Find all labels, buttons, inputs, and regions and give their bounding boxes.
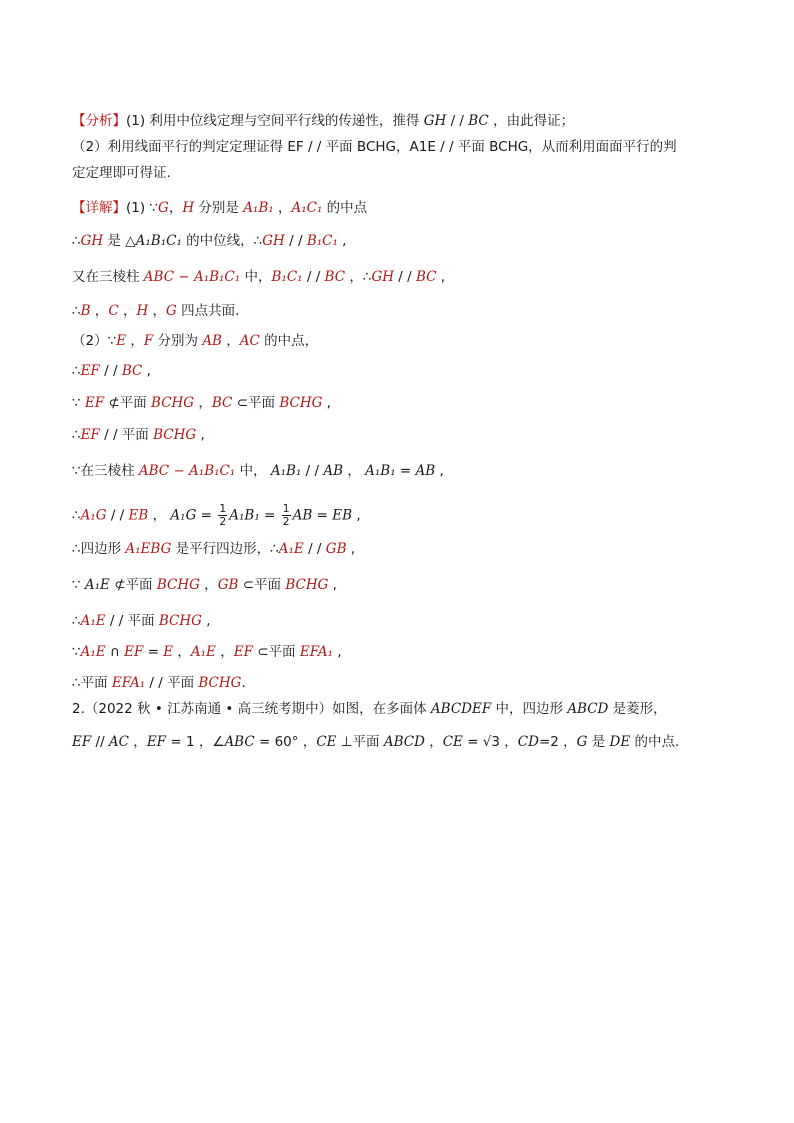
math-term: H bbox=[136, 303, 149, 319]
text-run: / / 平面 bbox=[145, 675, 199, 691]
math-term: CE bbox=[442, 734, 463, 750]
text-line-10 bbox=[72, 394, 331, 412]
math-term: GH bbox=[80, 233, 104, 249]
text-run: ∵ bbox=[72, 644, 81, 660]
text-run: ∴ bbox=[72, 233, 81, 249]
math-term: B₁C₁ bbox=[271, 269, 303, 285]
text-run: , bbox=[201, 613, 211, 629]
math-term: BC bbox=[211, 395, 233, 411]
text-run: / / bbox=[303, 541, 326, 557]
text-run: / / 平面 bbox=[105, 613, 159, 629]
math-term: BC bbox=[121, 363, 143, 379]
text-run: / / bbox=[284, 233, 307, 249]
text-run: 中， bbox=[240, 269, 272, 285]
text-run: ， bbox=[273, 200, 292, 216]
text-run: ， bbox=[343, 463, 366, 479]
math-term: AC bbox=[108, 734, 130, 750]
math-term: EF bbox=[80, 427, 100, 443]
math-term: BCHG bbox=[158, 613, 202, 629]
text-line-5 bbox=[72, 232, 346, 250]
text-run: 的中点 bbox=[322, 200, 368, 216]
math-term: BC bbox=[324, 269, 346, 285]
math-term: BCHG bbox=[156, 577, 200, 593]
text-run: (1) ∵ bbox=[126, 200, 159, 216]
math-term: ABCDEF bbox=[430, 701, 492, 717]
text-run: = 1 ，∠ bbox=[166, 734, 225, 750]
text-run: ， bbox=[221, 333, 240, 349]
section-label: 【详解】 bbox=[72, 200, 126, 216]
text-run: = bbox=[259, 507, 280, 524]
text-line-4 bbox=[72, 199, 367, 217]
text-line-11 bbox=[72, 426, 205, 444]
text-run: ⊥平面 bbox=[336, 734, 384, 750]
math-term: EB bbox=[332, 507, 353, 524]
text-line-20 bbox=[72, 733, 679, 751]
text-run: ∴四边形 bbox=[72, 541, 126, 557]
text-run: , bbox=[333, 644, 342, 660]
text-run: ， bbox=[173, 644, 191, 660]
text-run: ， bbox=[194, 395, 212, 411]
text-run: , bbox=[435, 463, 444, 479]
text-line-16 bbox=[72, 612, 211, 630]
text-line-17 bbox=[72, 643, 342, 661]
math-term: ABC − A₁B₁C₁ bbox=[138, 463, 236, 479]
text-line-19 bbox=[72, 700, 667, 718]
section-label: 【分析】 bbox=[72, 113, 126, 129]
math-term: EFA₁ bbox=[299, 644, 334, 660]
text-run: 中，四边形 bbox=[491, 701, 568, 717]
math-term: GB bbox=[217, 577, 239, 593]
math-term: A₁B₁ bbox=[229, 507, 260, 524]
math-term: EB bbox=[128, 507, 149, 524]
text-run: , bbox=[436, 269, 446, 285]
math-term: A₁E bbox=[80, 613, 106, 629]
math-term: A₁B₁ bbox=[365, 463, 396, 479]
math-term: G bbox=[158, 200, 169, 216]
math-term: EF bbox=[80, 363, 100, 379]
text-run: （2）利用线面平行的判定定理证得 EF / / 平面 BCHG，A1E / / 平面 BCHG，从而利用面面平行的判 bbox=[72, 139, 677, 155]
text-run: ⊂平面 bbox=[252, 644, 300, 660]
text-run: ∴ bbox=[72, 303, 81, 319]
text-line-2 bbox=[72, 138, 677, 156]
text-run: ∴ bbox=[72, 507, 81, 524]
math-term: GH bbox=[423, 113, 447, 129]
math-term: EF bbox=[146, 734, 167, 750]
text-line-9 bbox=[72, 362, 151, 380]
math-term: A₁EBG bbox=[125, 541, 172, 557]
text-line-15 bbox=[72, 576, 337, 594]
math-term: ABCD bbox=[567, 701, 609, 717]
text-run: , bbox=[142, 363, 151, 379]
text-run: = bbox=[312, 507, 333, 524]
text-run: 分别是 bbox=[194, 200, 244, 216]
math-term: BCHG bbox=[279, 395, 323, 411]
text-line-1 bbox=[72, 112, 574, 130]
text-run: ， bbox=[129, 734, 147, 750]
math-term: EF bbox=[72, 734, 92, 750]
math-term: ABC bbox=[224, 734, 255, 750]
text-run: = bbox=[143, 644, 164, 660]
text-line-6 bbox=[72, 268, 445, 286]
text-run: , bbox=[322, 395, 331, 411]
math-term: EF bbox=[84, 395, 105, 411]
text-line-18 bbox=[72, 674, 246, 692]
text-run: 的中点. bbox=[630, 734, 680, 750]
fraction: $\frac{1}{2}$ bbox=[219, 502, 227, 528]
math-term: A₁B₁ bbox=[270, 463, 302, 479]
math-term: GH bbox=[371, 269, 395, 285]
text-run: 是平行四边形，∴ bbox=[171, 541, 279, 557]
text-run: 2.（2022 秋 • 江苏南通 • 高三统考期中）如图，在多面体 bbox=[72, 701, 431, 717]
text-run: 分别为 bbox=[153, 333, 203, 349]
text-run: ， bbox=[168, 200, 183, 216]
text-run: 定定理即可得证. bbox=[72, 165, 171, 181]
text-run: / / bbox=[106, 507, 129, 524]
text-run: ， bbox=[148, 507, 171, 524]
math-term: ABCD bbox=[383, 734, 425, 750]
math-term: G bbox=[576, 734, 588, 750]
text-run: ， bbox=[118, 303, 137, 319]
math-term: EF bbox=[124, 644, 144, 660]
text-run: , bbox=[337, 233, 347, 249]
math-term: H bbox=[182, 200, 195, 216]
math-term: GH bbox=[262, 233, 285, 249]
text-run: ∴ bbox=[72, 363, 81, 379]
text-run: ， bbox=[90, 303, 109, 319]
math-term: BCHG bbox=[198, 675, 242, 691]
text-run: ⊂平面 bbox=[232, 395, 280, 411]
text-run: （2）∵ bbox=[72, 333, 117, 349]
text-line-13 bbox=[72, 503, 361, 528]
math-term: CE bbox=[316, 734, 337, 750]
math-term: G bbox=[166, 303, 177, 319]
math-term: A₁B₁ bbox=[243, 200, 274, 216]
text-run: ⊄平面 bbox=[109, 577, 157, 593]
text-run: 四点共面. bbox=[176, 303, 240, 319]
math-term: CD bbox=[517, 734, 539, 750]
math-term: AB bbox=[292, 507, 313, 524]
text-run: ∴ bbox=[72, 613, 81, 629]
text-run: ∩ bbox=[105, 644, 125, 660]
text-line-7 bbox=[72, 302, 239, 320]
text-run: / / bbox=[394, 269, 416, 285]
text-run: / / bbox=[302, 269, 325, 285]
text-run: ， bbox=[126, 333, 144, 349]
text-run: 是菱形， bbox=[608, 701, 667, 717]
text-run: = 60° ， bbox=[254, 734, 317, 750]
text-run: , bbox=[346, 541, 356, 557]
text-run: 是 △ bbox=[103, 233, 136, 249]
math-term: EFA₁ bbox=[111, 675, 146, 691]
text-run: . bbox=[241, 675, 246, 691]
math-term: AC bbox=[239, 333, 260, 349]
text-run: (1) 利用中位线定理与空间平行线的传递性，推得 bbox=[126, 113, 424, 129]
math-term: DE bbox=[609, 734, 631, 750]
math-term: E bbox=[163, 644, 174, 660]
text-run: ⊄平面 bbox=[104, 395, 152, 411]
math-term: B bbox=[80, 303, 91, 319]
text-run: 又在三棱柱 bbox=[72, 269, 144, 285]
text-run: = bbox=[196, 507, 217, 524]
math-term: BCHG bbox=[285, 577, 329, 593]
text-run: ∴平面 bbox=[72, 675, 112, 691]
math-term: C bbox=[108, 303, 119, 319]
math-term: A₁C₁ bbox=[291, 200, 323, 216]
text-run: // bbox=[91, 734, 109, 750]
text-run: ， bbox=[199, 577, 218, 593]
text-run: ，由此得证； bbox=[488, 113, 575, 129]
text-run: 的中点， bbox=[259, 333, 319, 349]
text-run: ， bbox=[148, 303, 167, 319]
text-run: ， bbox=[424, 734, 443, 750]
text-run: , bbox=[328, 577, 337, 593]
math-term: BCHG bbox=[151, 395, 195, 411]
text-run: / / 平面 bbox=[99, 427, 154, 443]
text-run: ∵在三棱柱 bbox=[72, 463, 139, 479]
text-run: / / bbox=[99, 363, 122, 379]
text-run: =2 ， bbox=[538, 734, 577, 750]
text-run: = bbox=[395, 463, 416, 479]
math-term: A₁B₁C₁ bbox=[135, 233, 182, 249]
text-run: ∵ bbox=[72, 577, 85, 593]
math-term: EF bbox=[233, 644, 253, 660]
math-term: B₁C₁ bbox=[306, 233, 338, 249]
math-term: AB bbox=[202, 333, 222, 349]
text-run: , bbox=[196, 427, 205, 443]
text-line-3 bbox=[72, 164, 171, 182]
math-term: BCHG bbox=[153, 427, 197, 443]
math-term: A₁E bbox=[190, 644, 216, 660]
math-term: ABC − A₁B₁C₁ bbox=[143, 269, 241, 285]
math-term: A₁G bbox=[170, 507, 197, 524]
text-run: / / bbox=[446, 113, 469, 129]
math-term: E bbox=[116, 333, 127, 349]
math-term: F bbox=[143, 333, 154, 349]
text-line-8 bbox=[72, 332, 318, 350]
math-term: BC bbox=[468, 113, 489, 129]
math-term: GB bbox=[325, 541, 347, 557]
text-run: ，∴ bbox=[345, 269, 372, 285]
text-line-14 bbox=[72, 540, 355, 558]
text-run: / / bbox=[301, 463, 324, 479]
text-run: 的中位线，∴ bbox=[181, 233, 263, 249]
text-line-12 bbox=[72, 462, 444, 480]
math-term: A₁E bbox=[278, 541, 304, 557]
text-run: 是 bbox=[587, 734, 610, 750]
text-run: , bbox=[352, 507, 361, 524]
text-run: ， bbox=[215, 644, 234, 660]
math-term: AB bbox=[323, 463, 344, 479]
math-term: AB bbox=[415, 463, 436, 479]
math-term: BC bbox=[416, 269, 437, 285]
fraction: $\frac{1}{2}$ bbox=[282, 502, 290, 528]
math-term: A₁E bbox=[84, 577, 110, 593]
text-run: ∴ bbox=[72, 427, 81, 443]
text-run: = √3 ， bbox=[462, 734, 518, 750]
text-run: 中， bbox=[235, 463, 271, 479]
text-run: ⊂平面 bbox=[238, 577, 286, 593]
math-term: A₁E bbox=[80, 644, 106, 660]
math-term: A₁G bbox=[80, 507, 107, 524]
text-run: ∵ bbox=[72, 395, 85, 411]
